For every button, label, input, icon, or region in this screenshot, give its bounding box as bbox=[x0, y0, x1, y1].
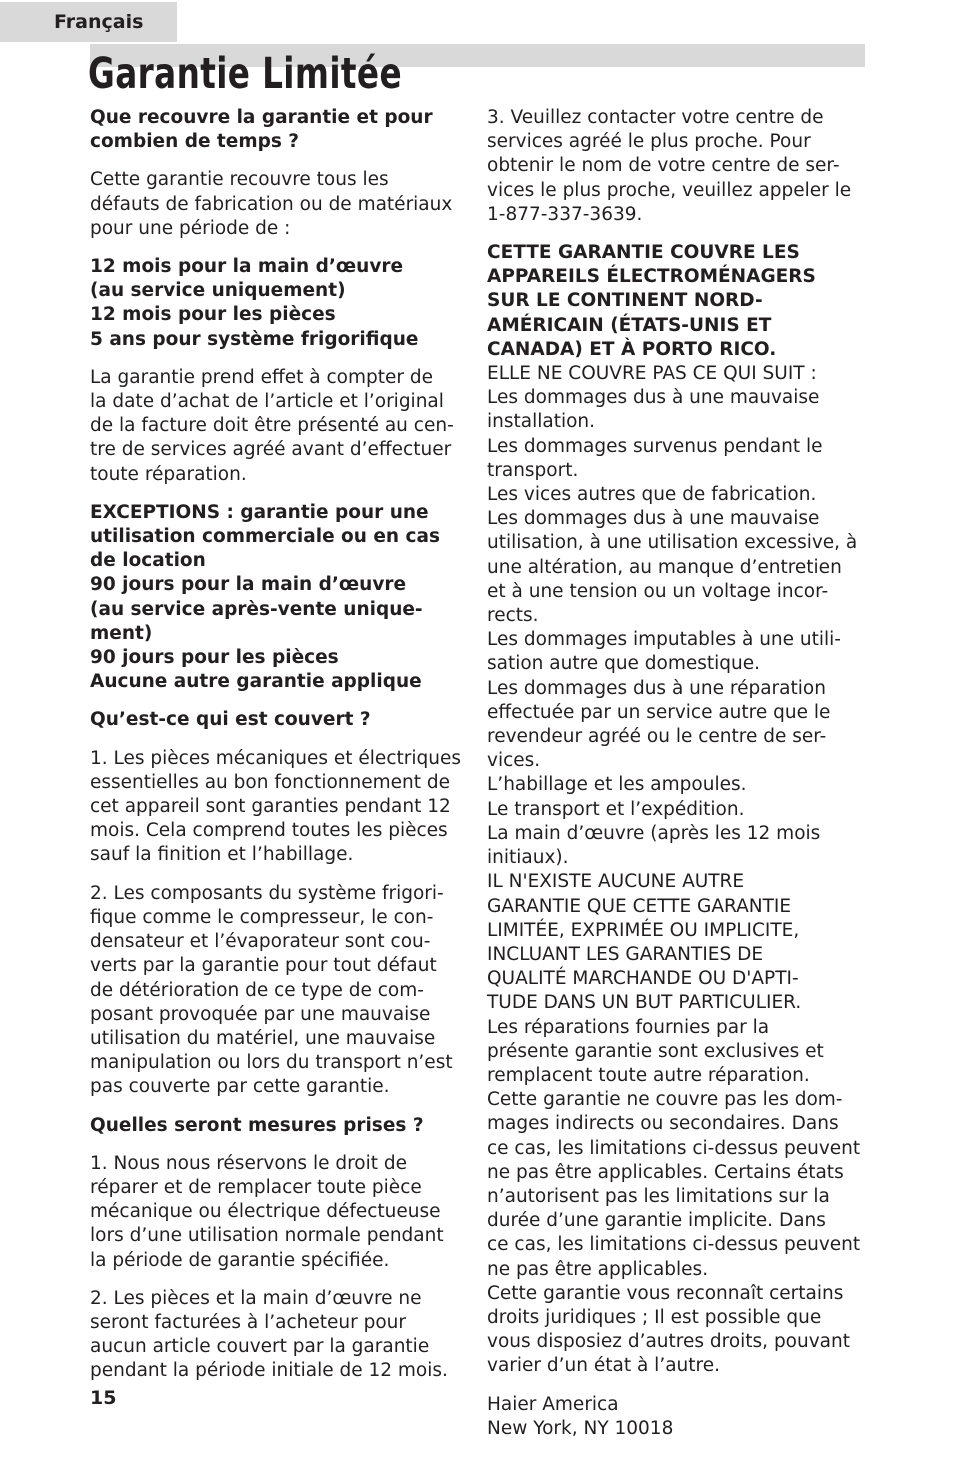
left-column bbox=[90, 106, 468, 1384]
text-line: fique comme le compresseur, le con- bbox=[90, 906, 434, 928]
text-line: Haier America bbox=[487, 1393, 619, 1415]
text-line: Le transport et l’expédition. bbox=[487, 798, 745, 820]
text-line: La garantie prend effet à compter de bbox=[90, 366, 433, 388]
paragraph bbox=[90, 366, 468, 487]
paragraph bbox=[90, 708, 468, 732]
text-line: pour une période de : bbox=[90, 217, 291, 239]
text-line: Qu’est-ce qui est couvert ? bbox=[90, 709, 371, 731]
text-line: sation autre que domestique. bbox=[487, 653, 761, 675]
text-line: SUR LE CONTINENT NORD- bbox=[487, 290, 763, 312]
text-line: (au service après-vente unique- bbox=[90, 598, 423, 620]
text-line: AMÉRICAIN (ÉTATS-UNIS ET bbox=[487, 314, 772, 336]
paragraph bbox=[90, 1114, 468, 1138]
text-line: essentielles au bon fonctionnement de bbox=[90, 771, 450, 793]
paragraph bbox=[90, 501, 468, 695]
text-line: initiaux). bbox=[487, 847, 569, 869]
text-line: vices. bbox=[487, 750, 541, 772]
text-line: pas couverte par cette garantie. bbox=[90, 1076, 390, 1098]
text-line: ne pas être applicables. Certains états bbox=[487, 1161, 844, 1183]
text-line: IL N'EXISTE AUCUNE AUTRE bbox=[487, 871, 745, 893]
text-line: cet appareil sont garanties pendant 12 bbox=[90, 796, 451, 818]
text-line: 90 jours pour les pièces bbox=[90, 647, 339, 669]
text-line: 2. Les composants du système frigori- bbox=[90, 882, 444, 904]
text-line: la date d’achat de l’article et l’original bbox=[90, 391, 444, 413]
text-line: Cette garantie vous reconnaît certains bbox=[487, 1282, 844, 1304]
text-line: de détérioration de ce type de com- bbox=[90, 979, 424, 1001]
text-line: CANADA) ET À PORTO RICO. bbox=[487, 338, 777, 360]
text-line: défauts de fabrication ou de matériaux bbox=[90, 193, 453, 215]
text-line: CETTE GARANTIE COUVRE LES bbox=[487, 242, 800, 264]
text-line: mages indirects ou secondaires. Dans bbox=[487, 1113, 839, 1135]
text-line: n’autorisent pas les limitations sur la bbox=[487, 1185, 830, 1207]
text-line: APPAREILS ÉLECTROMÉNAGERS bbox=[487, 266, 816, 288]
text-line: rects. bbox=[487, 605, 539, 627]
text-line: services agréé le plus proche. Pour bbox=[487, 131, 811, 153]
text-line: utilisation, à une utilisation excessive, à bbox=[487, 532, 858, 554]
text-line: Quelles seront mesures prises ? bbox=[90, 1114, 424, 1136]
text-line: Les dommages dus à une mauvaise bbox=[487, 387, 820, 409]
text-line: verts par la garantie pour tout défaut bbox=[90, 955, 437, 977]
text-line: présente garantie sont exclusives et bbox=[487, 1040, 824, 1062]
text-line: la période de garantie spécifiée. bbox=[90, 1249, 390, 1271]
text-line: 2. Les pièces et la main d’œuvre ne bbox=[90, 1287, 422, 1309]
paragraph bbox=[90, 1287, 468, 1384]
text-line: LIMITÉE, EXPRIMÉE OU IMPLICITE, bbox=[487, 919, 800, 941]
paragraph bbox=[487, 1393, 865, 1441]
text-line: effectuée par un service autre que le bbox=[487, 701, 831, 723]
text-line: et à une tension ou un voltage incor- bbox=[487, 580, 829, 602]
right-column bbox=[487, 106, 865, 1441]
text-line: 1-877-337-3639. bbox=[487, 203, 643, 225]
paragraph bbox=[90, 255, 468, 352]
text-line: réparer et de remplacer toute pièce bbox=[90, 1176, 422, 1198]
text-line: EXCEPTIONS : garantie pour une bbox=[90, 501, 429, 523]
text-line: une altération, au manque d’entretien bbox=[487, 556, 842, 578]
text-line: ELLE NE COUVRE PAS CE QUI SUIT : bbox=[487, 363, 817, 385]
text-line: 3. Veuillez contacter votre centre de bbox=[487, 107, 824, 128]
paragraph bbox=[90, 168, 468, 241]
text-line: Les dommages dus à une réparation bbox=[487, 677, 826, 699]
text-line: pendant la période initiale de 12 mois. bbox=[90, 1360, 448, 1382]
text-line: 12 mois pour les pièces bbox=[90, 304, 336, 326]
paragraph bbox=[90, 747, 468, 868]
text-line: tre de services agréé avant d’effectuer bbox=[90, 439, 452, 461]
paragraph bbox=[90, 882, 468, 1100]
text-line: seront facturées à l’acheteur pour bbox=[90, 1311, 406, 1333]
text-line: (au service uniquement) bbox=[90, 280, 346, 302]
text-line: lors d’une utilisation normale pendant bbox=[90, 1225, 444, 1247]
text-line: 5 ans pour système frigorifique bbox=[90, 328, 419, 350]
text-line: ne pas être applicables. bbox=[487, 1258, 709, 1280]
text-line: L’habillage et les ampoules. bbox=[487, 774, 747, 796]
text-line: Les dommages imputables à une utili- bbox=[487, 629, 841, 651]
text-line: Que recouvre la garantie et pour bbox=[90, 107, 433, 128]
text-line: revendeur agréé ou le centre de ser- bbox=[487, 726, 827, 748]
text-line: remplacent toute autre réparation. bbox=[487, 1064, 810, 1086]
text-line: INCLUANT LES GARANTIES DE bbox=[487, 943, 764, 965]
text-line: de location bbox=[90, 550, 206, 572]
text-line: aucun article couvert par la garantie bbox=[90, 1336, 430, 1358]
text-line: obtenir le nom de votre centre de ser- bbox=[487, 155, 840, 177]
text-line: transport. bbox=[487, 459, 579, 481]
paragraph bbox=[90, 106, 468, 154]
text-line: vous disposiez d’autres droits, pouvant bbox=[487, 1331, 850, 1353]
text-line: utilisation du matériel, une mauvaise bbox=[90, 1027, 436, 1049]
text-line: Aucune autre garantie applique bbox=[90, 671, 422, 693]
language-tab: Français bbox=[0, 2, 177, 42]
text-line: ce cas, les limitations ci-dessus peuvent bbox=[487, 1137, 861, 1159]
text-line: durée d’une garantie implicite. Dans bbox=[487, 1210, 826, 1232]
text-line: ment) bbox=[90, 622, 153, 644]
text-line: droits juridiques ; Il est possible que bbox=[487, 1306, 822, 1328]
text-line: Les vices autres que de fabrication. bbox=[487, 484, 817, 506]
text-line: Les dommages survenus pendant le bbox=[487, 435, 823, 457]
text-line: 90 jours pour la main d’œuvre bbox=[90, 574, 407, 596]
text-line: installation. bbox=[487, 411, 596, 433]
text-line: Cette garantie recouvre tous les bbox=[90, 169, 389, 191]
text-line: Les dommages dus à une mauvaise bbox=[487, 508, 820, 530]
paragraph bbox=[90, 1152, 468, 1273]
text-line: varier d’un état à l’autre. bbox=[487, 1355, 720, 1377]
text-line: 12 mois pour la main d’œuvre bbox=[90, 256, 404, 278]
page-title: Garantie Limitée bbox=[88, 49, 402, 99]
text-line: toute réparation. bbox=[90, 463, 247, 485]
text-line: mécanique ou électrique défectueuse bbox=[90, 1201, 441, 1223]
paragraph bbox=[487, 106, 865, 227]
text-line: Cette garantie ne couvre pas les dom- bbox=[487, 1089, 843, 1111]
paragraph bbox=[487, 241, 865, 362]
text-line: 1. Nous nous réservons le droit de bbox=[90, 1152, 408, 1174]
text-line: New York, NY 10018 bbox=[487, 1417, 674, 1439]
text-line: GARANTIE QUE CETTE GARANTIE bbox=[487, 895, 792, 917]
text-line: posant provoquée par une mauvaise bbox=[90, 1003, 431, 1025]
text-line: manipulation ou lors du transport n’est bbox=[90, 1052, 453, 1074]
text-line: La main d’œuvre (après les 12 mois bbox=[487, 822, 821, 844]
text-line: combien de temps ? bbox=[90, 131, 300, 153]
text-line: de la facture doit être présenté au cen- bbox=[90, 415, 454, 437]
text-line: densateur et l’évaporateur sont cou- bbox=[90, 931, 431, 953]
text-line: vices le plus proche, veuillez appeler le bbox=[487, 179, 852, 201]
paragraph bbox=[487, 362, 865, 1379]
text-line: ce cas, les limitations ci-dessus peuvent bbox=[487, 1234, 861, 1256]
text-line: mois. Cela comprend toutes les pièces bbox=[90, 820, 448, 842]
text-line: Les réparations fournies par la bbox=[487, 1016, 770, 1038]
text-line: TUDE DANS UN BUT PARTICULIER. bbox=[487, 992, 802, 1014]
text-line: sauf la finition et l’habillage. bbox=[90, 844, 354, 866]
text-line: QUALITÉ MARCHANDE OU D'APTI- bbox=[487, 968, 799, 990]
text-line: utilisation commerciale ou en cas bbox=[90, 526, 441, 548]
text-line: 1. Les pièces mécaniques et électriques bbox=[90, 747, 461, 769]
page-number: 15 bbox=[90, 1387, 117, 1409]
